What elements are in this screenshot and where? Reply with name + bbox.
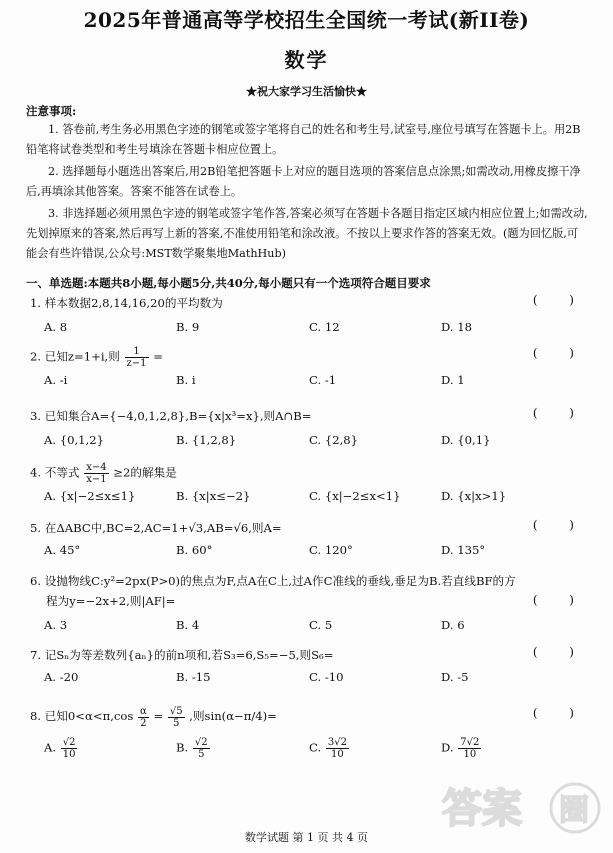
options-row — [30, 430, 590, 450]
question-3 — [30, 406, 590, 450]
option-label: C. — [309, 740, 322, 755]
option-b: B. 60° — [176, 543, 213, 557]
stem-fraction — [168, 706, 185, 729]
fraction-denominator: 10 — [62, 749, 76, 760]
option-d: D. {x|x>1} — [441, 489, 507, 503]
question-6 — [30, 571, 590, 635]
options-row — [30, 737, 590, 767]
fraction-numerator: √5 — [169, 705, 183, 717]
question-4 — [30, 462, 590, 506]
option-a: A. {0,1,2} — [44, 433, 104, 447]
option-fraction — [61, 737, 78, 760]
answer-parens: ( ) — [532, 346, 588, 360]
option-fraction — [193, 737, 210, 760]
option-c: C. {2,8} — [309, 433, 359, 447]
stem-text: ,则sin(α−π/4)= — [189, 709, 277, 723]
option-d: D. {0,1} — [441, 433, 491, 447]
options-row — [30, 317, 590, 337]
option-c: C. 120° — [309, 543, 353, 557]
stem-text: 8. 已知0<α<π,cos — [30, 709, 134, 723]
option-a: A. -i — [44, 373, 68, 387]
question-stem — [30, 703, 590, 729]
answer-parens: ( ) — [532, 518, 588, 532]
stem-text: 2. 已知z=1+i,则 — [30, 349, 120, 364]
option-d: D. 135° — [441, 543, 486, 557]
fraction-denominator: x−1 — [86, 474, 107, 485]
option-d: D. 18 — [441, 320, 473, 334]
option-c: C. {x|−2≤x<1} — [309, 489, 401, 503]
answer-parens: ( ) — [532, 706, 588, 720]
option-a — [44, 737, 78, 760]
section-heading: 一、单选题:本题共8小题,每小题5分,共40分,每小题只有一个选项符合题目要求 — [26, 276, 431, 290]
option-a: A. -20 — [44, 670, 79, 684]
option-c: C. 12 — [309, 320, 340, 334]
answer-parens: ( ) — [532, 406, 588, 420]
option-a: A. {x|−2≤x≤1} — [44, 489, 136, 503]
question-stem: 3. 已知集合A={−4,0,1,2,8},B={x|x³=x},则A∩B= — [30, 409, 312, 423]
fraction-denominator: 10 — [463, 749, 477, 760]
options-row — [30, 667, 590, 687]
notice-heading: 注意事项: — [26, 104, 77, 118]
option-fraction — [458, 737, 481, 760]
option-c: C. -10 — [309, 670, 344, 684]
fraction-denominator: 10 — [331, 749, 344, 760]
option-c — [309, 737, 350, 760]
option-d: D. -5 — [441, 670, 469, 684]
question-5 — [30, 518, 590, 560]
exam-title: 2025年普通高等学校招生全国统一考试(新II卷) — [83, 8, 530, 32]
fraction-denominator: 2 — [140, 717, 147, 729]
notice-item: 3. 非选择题必须用黑色字迹的钢笔或签字笔作答,答案必须写在答题卡各题目指定区域内相应位置上;如需改动,先划掉原来的答案,然后再写上新的答案,不准使用铅笔和涂改液。不按以上要求作答的答案无效。(题为回忆版,可能会有些许错误,公众号:MST数学聚集地MathHub) — [26, 207, 588, 260]
question-stem: 6. 设抛物线C:y²=2px(P>0)的焦点为F,点A在C上,过A作C准线的垂线,垂足为B.若直线BF的方 — [30, 574, 516, 588]
answer-parens: ( ) — [532, 645, 588, 659]
answer-parens: ( ) — [532, 593, 588, 607]
fraction-numerator: 7√2 — [460, 737, 480, 748]
option-label: B. — [176, 740, 189, 755]
question-8 — [30, 703, 590, 767]
question-stem — [30, 462, 590, 485]
options-row — [30, 615, 590, 635]
fraction-denominator: 5 — [198, 749, 205, 760]
option-a: A. 45° — [44, 543, 81, 557]
fraction-numerator: x−4 — [86, 462, 107, 473]
option-a: A. 3 — [44, 618, 68, 632]
question-stem — [30, 346, 590, 369]
page-footer: 数学试题 第 1 页 共 4 页 — [245, 831, 368, 844]
option-label: A. — [44, 740, 57, 755]
stem-fraction — [125, 346, 149, 369]
option-label: D. — [441, 740, 454, 755]
fraction-numerator: 3√2 — [327, 737, 347, 748]
question-stem: 5. 在ΔABC中,BC=2,AC=1+√3,AB=√6,则A= — [30, 521, 282, 535]
option-a: A. 8 — [44, 320, 68, 334]
fraction-numerator: √2 — [62, 737, 76, 748]
fraction-denominator: 5 — [173, 717, 180, 729]
option-b: B. 9 — [176, 320, 200, 334]
option-b: B. -15 — [176, 670, 211, 684]
fraction-numerator: 1 — [125, 346, 149, 358]
option-b: B. 4 — [176, 618, 200, 632]
question-1 — [30, 293, 590, 337]
watermark-logo — [438, 770, 608, 852]
stem-text: 4. 不等式 — [30, 465, 80, 480]
option-c: C. -1 — [309, 373, 337, 387]
watermark-glyph: 圈 — [559, 793, 589, 828]
question-stem: 1. 样本数据2,8,14,16,20的平均数为 — [30, 296, 223, 310]
option-d: D. 1 — [441, 373, 465, 387]
stem-text: = — [153, 349, 163, 364]
notice-item: 2. 选择题每小题选出答案后,用2B铅笔把答题卡上对应的题目选项的答案信息点涂黑;如需改动,用橡皮擦干净后,再填涂其他答案。答案不能答在试卷上。 — [26, 165, 581, 198]
fraction-numerator: α — [139, 705, 147, 717]
option-c: C. 5 — [309, 618, 333, 632]
stem-text: = — [153, 709, 164, 723]
options-row — [30, 486, 590, 506]
fraction-denominator: z−1 — [126, 358, 147, 369]
fraction-numerator: √2 — [194, 737, 208, 748]
option-b — [176, 737, 211, 760]
blessing-line: ★祝大家学习生活愉快★ — [246, 85, 367, 98]
notice-item: 1. 答卷前,考生务必用黑色字迹的钢笔或签字笔将自己的姓名和考生号,试室号,座位号填写在答题卡上。用2B铅笔将试卷类型和考生号填涂在答题卡相应位置上。 — [26, 123, 581, 156]
answer-parens: ( ) — [532, 293, 588, 307]
subject-title: 数学 — [284, 48, 329, 72]
options-row — [30, 540, 590, 560]
stem-text: ≥2的解集是 — [113, 465, 177, 480]
option-fraction — [326, 737, 349, 760]
option-b: B. i — [176, 373, 196, 387]
options-row — [30, 370, 590, 390]
question-stem-continued: 程为y=−2x+2,则|AF|= — [46, 594, 176, 608]
option-d — [441, 737, 482, 760]
question-stem: 7. 记Sₙ为等差数列{aₙ}的前n项和,若S₃=6,S₅=−5,则S₆= — [30, 648, 334, 662]
watermark-text: 答案 — [442, 786, 522, 832]
option-b: B. {1,2,8} — [176, 433, 237, 447]
option-d: D. 6 — [441, 618, 465, 632]
option-b: B. {x|x≤−2} — [176, 489, 251, 503]
stem-fraction — [84, 462, 108, 485]
notice-block — [26, 120, 589, 266]
question-7 — [30, 645, 590, 687]
stem-fraction — [138, 706, 149, 729]
question-2 — [30, 346, 590, 390]
